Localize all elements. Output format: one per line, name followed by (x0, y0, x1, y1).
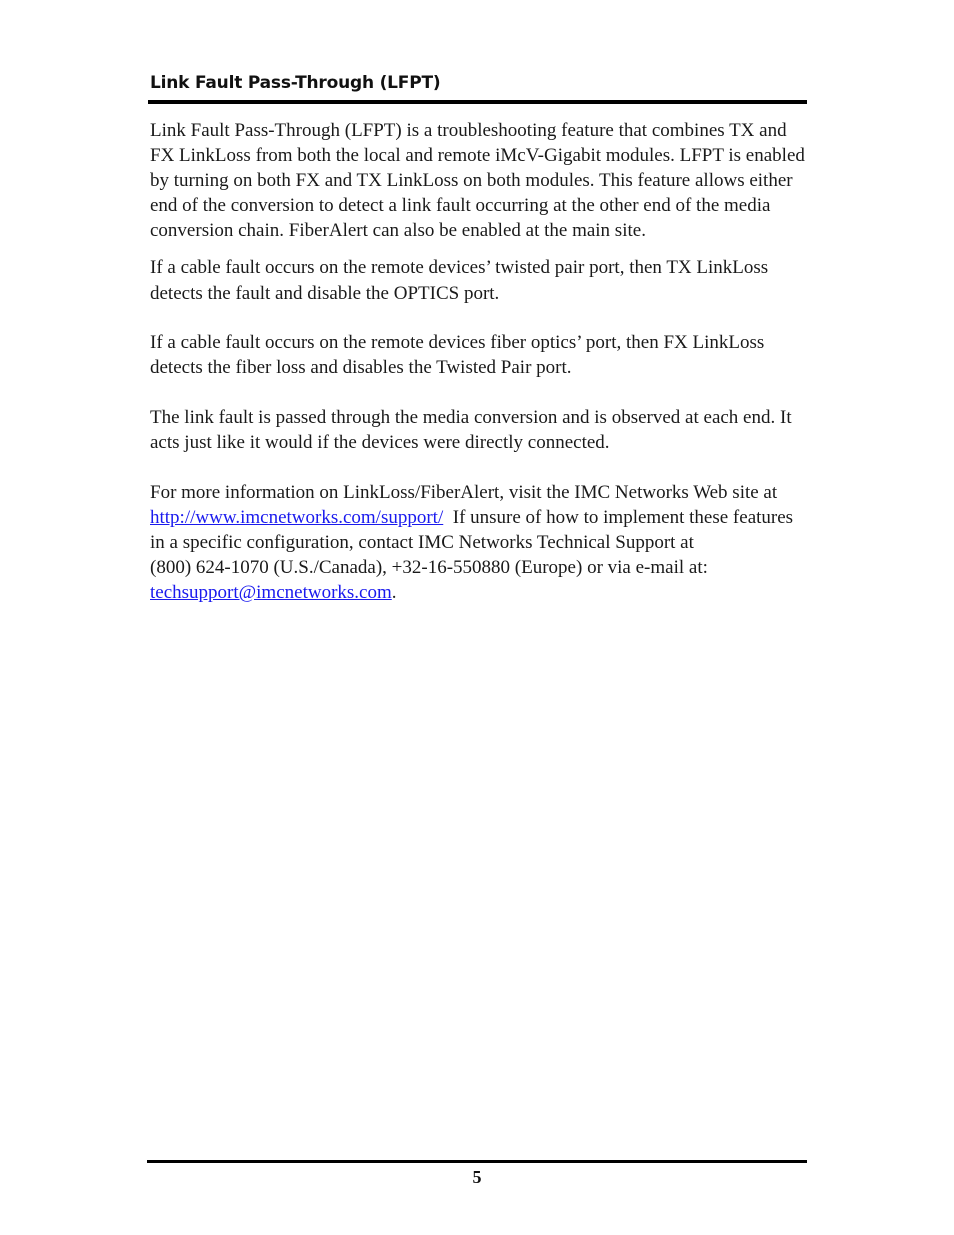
page-number: 5 (472, 1167, 482, 1187)
paragraph-tx-linkloss (150, 255, 806, 306)
section-heading: Link Fault Pass-Through (LFPT) (150, 73, 441, 93)
footer-rule (147, 1160, 807, 1163)
email-period: . (391, 582, 397, 603)
heading-rule (148, 100, 807, 104)
more-info-support-text: If unsure of how to implement these features in a specific configuration, contact IMC Networks Technical Support at (150, 507, 798, 553)
support-email-link[interactable]: techsupport@imcnetworks.com (150, 582, 392, 603)
paragraph-link-fault-passed: The link fault is passed through the media conversion and is observed at each end. It acts just like it would if the devices were directly connected. (150, 407, 792, 453)
support-phone-line: (800) 624-1070 (U.S./Canada), +32-16-550880 (Europe) or via e-mail at: (150, 557, 708, 578)
paragraph-lfpt-description: Link Fault Pass-Through (LFPT) is a troubleshooting feature that combines TX and FX LinkLoss from both the local and remote iMcV-Gigabit modules. LFPT is enabled by turning on both FX and TX LinkLoss on both modules. This feature allows either end of the conversion to detect a link fault occurring at the other end of the media conversion chain. FiberAlert can also be enabled at the main site. (150, 120, 805, 241)
paragraph-more-information (150, 480, 806, 605)
paragraph-tx-linkloss-line1: If a cable fault occurs on the remote devices’ twisted pair port, then TX LinkLoss (150, 257, 769, 278)
more-info-intro: For more information on LinkLoss/FiberAlert, visit the IMC Networks Web site at (150, 482, 778, 503)
paragraph-tx-linkloss-line2: detects the fault and disable the OPTICS port. (150, 283, 500, 304)
paragraph-fx-linkloss: If a cable fault occurs on the remote devices fiber optics’ port, then FX LinkLoss detects the fiber loss and disables the Twisted Pair port. (150, 332, 765, 378)
support-link[interactable]: http://www.imcnetworks.com/support/ (150, 507, 444, 528)
body-text (150, 118, 806, 605)
